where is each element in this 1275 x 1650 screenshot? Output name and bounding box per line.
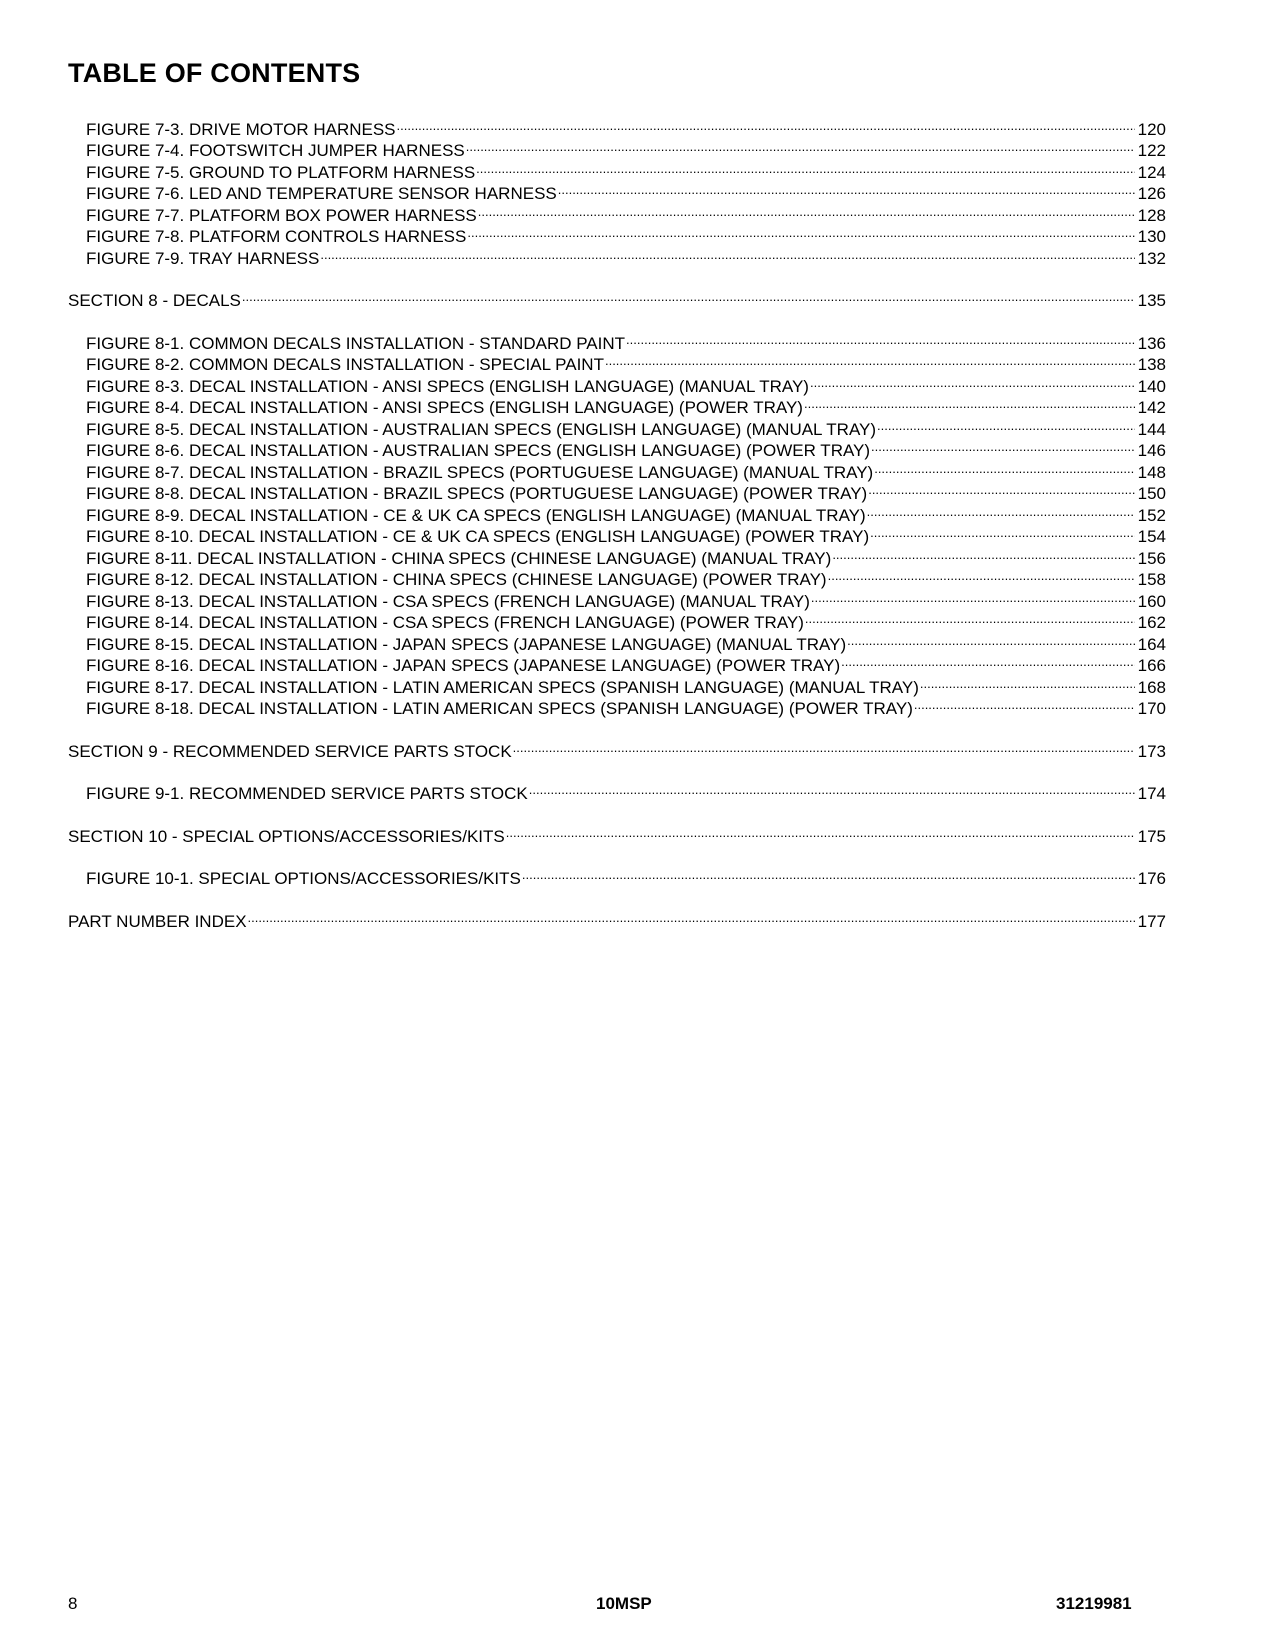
footer-model: 10MSP <box>596 1594 652 1613</box>
toc-entry-page: 174 <box>1137 784 1166 803</box>
toc-entry-page: 166 <box>1137 656 1166 675</box>
toc-dot-leader <box>320 242 1135 264</box>
toc-entry-label: FIGURE 8-17. DECAL INSTALLATION - LATIN AMERICAN SPECS (SPANISH LANGUAGE) (MANUAL TRAY) <box>86 677 919 697</box>
toc-dot-leader <box>605 349 1135 371</box>
toc-dot-leader <box>847 628 1135 650</box>
toc-entry-label: FIGURE 10-1. SPECIAL OPTIONS/ACCESSORIES/KITS <box>86 869 521 888</box>
toc-entry-page: 124 <box>1137 162 1166 182</box>
toc-entry-page: 138 <box>1137 355 1166 374</box>
toc-entry-page: 164 <box>1137 634 1166 654</box>
toc-entry-page: 177 <box>1137 911 1166 931</box>
toc-section-entry[interactable] <box>68 905 1166 931</box>
toc-entry-label: FIGURE 8-7. DECAL INSTALLATION - BRAZIL SPECS (PORTUGUESE LANGUAGE) (MANUAL TRAY) <box>86 462 874 482</box>
toc-entry-page: 150 <box>1137 484 1166 503</box>
toc-dot-leader <box>558 178 1135 200</box>
toc-entry-page: 148 <box>1137 462 1166 482</box>
toc-entry-page: 128 <box>1137 205 1166 225</box>
toc-entry-label: FIGURE 8-2. COMMON DECALS INSTALLATION - SPECIAL PAINT <box>86 355 604 374</box>
toc-entry-page: 122 <box>1137 141 1166 160</box>
toc-dot-leader <box>810 370 1135 392</box>
toc-dot-leader <box>841 650 1135 672</box>
toc-entry-label: SECTION 9 - RECOMMENDED SERVICE PARTS STOCK <box>68 741 512 761</box>
toc-entry-label: FIGURE 8-16. DECAL INSTALLATION - JAPAN SPECS (JAPANESE LANGUAGE) (POWER TRAY) <box>86 656 841 675</box>
toc-dot-leader <box>804 392 1135 414</box>
footer-page-number: 8 <box>68 1594 78 1613</box>
toc-entry-page: 160 <box>1137 591 1166 611</box>
toc-entry-label: FIGURE 8-4. DECAL INSTALLATION - ANSI SPECS (ENGLISH LANGUAGE) (POWER TRAY) <box>86 398 803 417</box>
toc-entry-label: FIGURE 8-1. COMMON DECALS INSTALLATION - STANDARD PAINT <box>86 333 626 353</box>
toc-entry-page: 120 <box>1137 119 1166 139</box>
toc-dot-leader <box>478 199 1135 221</box>
toc-dot-leader <box>467 221 1135 243</box>
toc-entry-label: FIGURE 8-6. DECAL INSTALLATION - AUSTRALIAN SPECS (ENGLISH LANGUAGE) (POWER TRAY) <box>86 441 871 460</box>
page-title: TABLE OF CONTENTS <box>68 58 361 88</box>
toc-dot-leader <box>476 156 1135 178</box>
toc-dot-leader <box>828 564 1135 586</box>
toc-entry[interactable] <box>68 863 1166 888</box>
toc-entry-label: FIGURE 8-3. DECAL INSTALLATION - ANSI SPECS (ENGLISH LANGUAGE) (MANUAL TRAY) <box>86 376 809 396</box>
toc-dot-leader <box>529 778 1135 800</box>
toc-entry-label: FIGURE 8-8. DECAL INSTALLATION - BRAZIL SPECS (PORTUGUESE LANGUAGE) (POWER TRAY) <box>86 484 868 503</box>
toc-dot-leader <box>805 607 1135 629</box>
toc-dot-leader <box>868 478 1135 500</box>
toc-entry-page: 144 <box>1137 419 1166 439</box>
toc-dot-leader <box>867 499 1135 521</box>
toc-entry[interactable] <box>68 113 1166 139</box>
toc-dot-leader <box>920 671 1135 693</box>
toc-entry-label: SECTION 10 - SPECIAL OPTIONS/ACCESSORIES/KITS <box>68 826 505 846</box>
toc-section-entry[interactable] <box>68 735 1166 761</box>
toc-entry-label: FIGURE 7-6. LED AND TEMPERATURE SENSOR HARNESS <box>86 184 557 203</box>
toc-list <box>68 113 1166 931</box>
toc-entry-label: FIGURE 8-13. DECAL INSTALLATION - CSA SPECS (FRENCH LANGUAGE) (MANUAL TRAY) <box>86 591 810 611</box>
toc-entry-page: 146 <box>1137 441 1166 460</box>
toc-dot-leader <box>874 456 1135 478</box>
toc-entry-label: FIGURE 8-15. DECAL INSTALLATION - JAPAN SPECS (JAPANESE LANGUAGE) (MANUAL TRAY) <box>86 634 847 654</box>
toc-entry-label: FIGURE 9-1. RECOMMENDED SERVICE PARTS STOCK <box>86 784 528 803</box>
toc-dot-leader <box>626 327 1135 349</box>
toc-entry-page: 173 <box>1137 741 1166 761</box>
toc-entry-page: 162 <box>1137 613 1166 632</box>
toc-dot-leader <box>811 585 1135 607</box>
toc-dot-leader <box>877 413 1135 435</box>
toc-entry-page: 168 <box>1137 677 1166 697</box>
toc-section-entry[interactable] <box>68 820 1166 846</box>
toc-dot-leader <box>522 863 1135 885</box>
toc-entry-label: FIGURE 8-12. DECAL INSTALLATION - CHINA SPECS (CHINESE LANGUAGE) (POWER TRAY) <box>86 570 827 589</box>
toc-entry-label: FIGURE 7-4. FOOTSWITCH JUMPER HARNESS <box>86 141 465 160</box>
toc-entry-label: FIGURE 8-5. DECAL INSTALLATION - AUSTRALIAN SPECS (ENGLISH LANGUAGE) (MANUAL TRAY) <box>86 419 877 439</box>
toc-section-entry[interactable] <box>68 285 1166 310</box>
toc-entry-page: 175 <box>1137 826 1166 846</box>
toc-dot-leader <box>397 113 1135 135</box>
toc-dot-leader <box>248 905 1135 927</box>
toc-entry-page: 136 <box>1137 333 1166 353</box>
toc-entry-page: 140 <box>1137 376 1166 396</box>
toc-entry-page: 126 <box>1137 184 1166 203</box>
toc-entry-label: FIGURE 7-5. GROUND TO PLATFORM HARNESS <box>86 162 476 182</box>
toc-entry-label: FIGURE 7-8. PLATFORM CONTROLS HARNESS <box>86 227 467 246</box>
toc-entry-label: FIGURE 7-9. TRAY HARNESS <box>86 248 320 268</box>
toc-entry-label: PART NUMBER INDEX <box>68 911 247 931</box>
toc-entry-page: 132 <box>1137 248 1166 268</box>
toc-dot-leader <box>870 521 1135 543</box>
toc-entry-page: 152 <box>1137 505 1166 525</box>
toc-entry-page: 170 <box>1137 699 1166 718</box>
toc-entry-label: FIGURE 7-3. DRIVE MOTOR HARNESS <box>86 119 396 139</box>
toc-entry-label: FIGURE 8-14. DECAL INSTALLATION - CSA SPECS (FRENCH LANGUAGE) (POWER TRAY) <box>86 613 804 632</box>
toc-entry-page: 154 <box>1137 527 1166 546</box>
toc-entry[interactable] <box>68 327 1166 353</box>
toc-entry-page: 130 <box>1137 227 1166 246</box>
toc-entry-label: FIGURE 8-9. DECAL INSTALLATION - CE & UK CA SPECS (ENGLISH LANGUAGE) (MANUAL TRAY) <box>86 505 866 525</box>
toc-dot-leader <box>242 285 1135 307</box>
toc-entry-label: FIGURE 8-18. DECAL INSTALLATION - LATIN AMERICAN SPECS (SPANISH LANGUAGE) (POWER TRAY) <box>86 699 913 718</box>
toc-entry-page: 176 <box>1137 869 1166 888</box>
toc-entry-page: 142 <box>1137 398 1166 417</box>
toc-entry-label: SECTION 8 - DECALS <box>68 291 241 310</box>
toc-dot-leader <box>466 135 1135 157</box>
toc-dot-leader <box>506 820 1135 842</box>
toc-dot-leader <box>513 735 1135 757</box>
footer-doc-number: 31219981 <box>1056 1594 1132 1613</box>
toc-entry-page: 158 <box>1137 570 1166 589</box>
toc-entry-page: 135 <box>1137 291 1166 310</box>
toc-entry-page: 156 <box>1137 548 1166 568</box>
toc-entry-label: FIGURE 8-10. DECAL INSTALLATION - CE & UK CA SPECS (ENGLISH LANGUAGE) (POWER TRAY) <box>86 527 870 546</box>
toc-entry[interactable] <box>68 778 1166 803</box>
toc-entry-label: FIGURE 8-11. DECAL INSTALLATION - CHINA SPECS (CHINESE LANGUAGE) (MANUAL TRAY) <box>86 548 832 568</box>
toc-dot-leader <box>914 693 1135 715</box>
toc-dot-leader <box>871 435 1135 457</box>
toc-dot-leader <box>832 542 1135 564</box>
toc-entry-label: FIGURE 7-7. PLATFORM BOX POWER HARNESS <box>86 205 477 225</box>
